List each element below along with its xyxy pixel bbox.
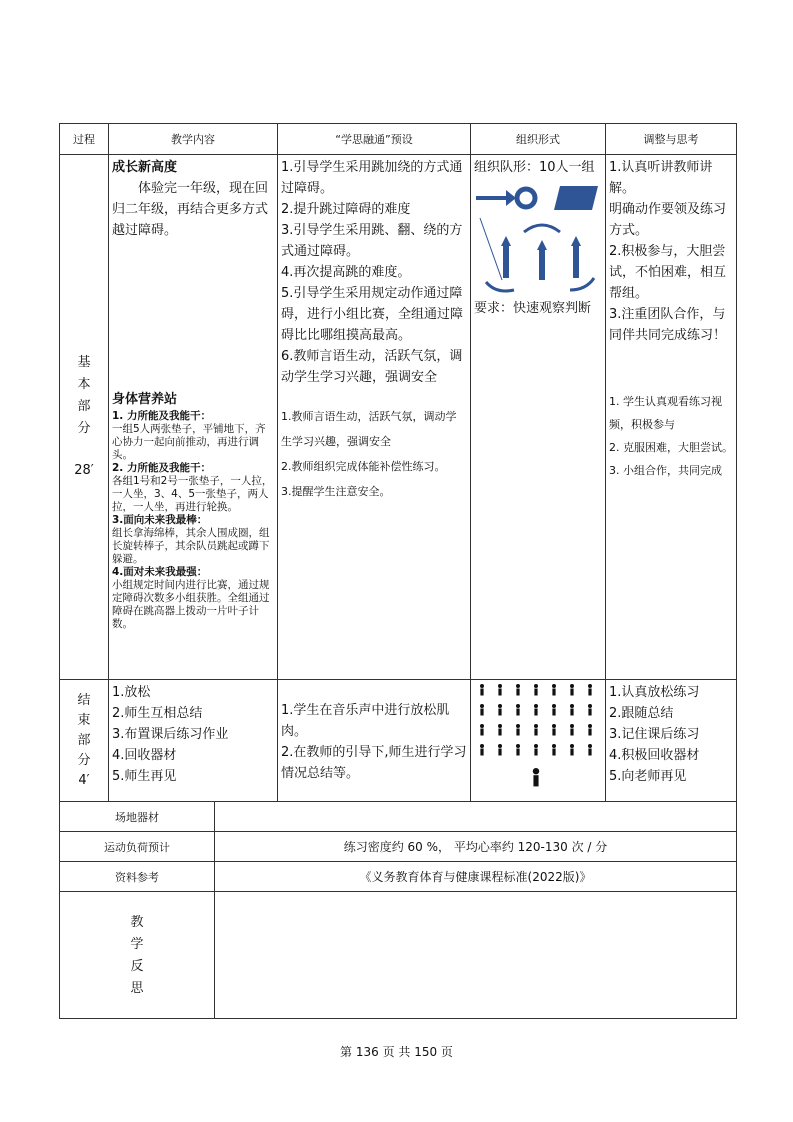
fitness-item-head: 1. 力所能及我能干： — [112, 410, 211, 422]
basic-time: 28′ — [74, 463, 94, 478]
student-figure-icon — [516, 744, 520, 756]
fitness-item-head: 4.面对未来我最强： — [112, 566, 208, 578]
ending-preset-cell — [278, 680, 471, 802]
ending-content-item: 2.师生互相总结 — [112, 706, 203, 721]
diagonal-line — [480, 218, 502, 280]
basic-stage-char: 基 — [77, 355, 91, 370]
basic-content-cell — [109, 155, 278, 680]
org-requirement: 要求：快速观察判断 — [474, 301, 592, 316]
reference-row — [60, 862, 737, 892]
reflection-row — [60, 892, 737, 1019]
student-figure-icon — [480, 744, 484, 756]
reflection-content-cell — [215, 892, 737, 1019]
student-figure-icon — [516, 684, 520, 696]
ending-content-item: 5.师生再见 — [112, 769, 177, 784]
header-preset: “学思融通”预设 — [278, 124, 471, 155]
curve-arc-top — [524, 225, 560, 232]
ending-stage-cell — [60, 680, 109, 802]
student-figure-icon — [516, 724, 520, 736]
student-figure-icon — [480, 724, 484, 736]
student-figure-icon — [588, 704, 592, 716]
teacher-figure-icon — [533, 768, 539, 786]
player-icon — [571, 236, 581, 278]
preset-item: 3.提醒学生注意安全。 — [281, 485, 391, 498]
load-value: 练习密度约 60 %， 平均心率约 120-130 次 / 分 — [215, 832, 737, 862]
basic-section-row — [60, 155, 737, 680]
fitness-title: 身体营养站 — [112, 392, 178, 407]
adjust-item: 3.注重团队合作，与同伴共同完成练习！ — [609, 307, 727, 343]
student-figure-icon — [588, 684, 592, 696]
adjust-item: 1. 学生认真观看练习视频，积极参与 — [609, 395, 722, 431]
adjust-bottom-list — [609, 390, 733, 482]
ending-content-cell — [109, 680, 278, 802]
ending-content-item: 4.回收器材 — [112, 748, 177, 763]
preset-bottom-list — [281, 404, 467, 504]
student-figure-icon — [480, 704, 484, 716]
student-figure-icon — [552, 704, 556, 716]
ending-adjust-item: 5.向老师再见 — [609, 769, 687, 784]
player-icon — [537, 240, 547, 280]
ending-preset-item: 2.在教师的引导下,师生进行学习情况总结等。 — [281, 745, 467, 781]
header-adjustment: 调整与思考 — [606, 124, 737, 155]
ending-section-row — [60, 680, 737, 802]
student-figure-icon — [570, 744, 574, 756]
arrow-right-icon — [476, 190, 516, 206]
header-organization: 组织形式 — [471, 124, 606, 155]
player-icon — [501, 236, 511, 278]
adjust-item: 2. 克服困难，大胆尝试。 — [609, 441, 733, 454]
student-figure-icon — [516, 704, 520, 716]
reflection-char: 反 — [130, 959, 144, 974]
student-figure-icon — [534, 704, 538, 716]
fitness-item-body: 各组1号和2号一张垫子，一人拉，一人坐，3、4、5一张垫子，两人拉，一人坐，再进行轮换。 — [112, 475, 273, 513]
preset-item: 3.引导学生采用跳、翻、绕的方式通过障碍。 — [281, 223, 463, 259]
preset-item: 4.再次提高跳的难度。 — [281, 265, 411, 280]
ending-time: 4′ — [78, 772, 90, 788]
reflection-label-cell — [60, 892, 215, 1019]
curve-arc-left — [486, 282, 514, 291]
basic-stage-cell — [60, 155, 109, 680]
basic-stage-char: 分 — [77, 421, 91, 436]
ending-content-item: 3.布置课后练习作业 — [112, 727, 229, 742]
load-label: 运动负荷预计 — [60, 832, 215, 862]
reference-value: 《义务教育体育与健康课程标准(2022版)》 — [215, 862, 737, 892]
ending-stage-char: 部 — [77, 732, 91, 748]
basic-adjustment-cell — [606, 155, 737, 680]
student-figure-icon — [570, 704, 574, 716]
content-title: 成长新高度 — [112, 160, 178, 175]
student-figure-icon — [570, 684, 574, 696]
fitness-item-head: 2. 力所能及我能干： — [112, 462, 211, 474]
student-figure-icon — [588, 744, 592, 756]
equipment-label: 场地器材 — [60, 802, 215, 832]
adjust-item: 明确动作要领及练习方式。 — [609, 202, 727, 238]
ending-adjust-item: 2.跟随总结 — [609, 706, 674, 721]
student-figure-icon — [552, 744, 556, 756]
basic-organization-cell — [471, 155, 606, 680]
reflection-char: 思 — [130, 981, 144, 996]
fitness-item-body: 小组规定时间内进行比赛，通过规定障碍次数多小组获胜。全组通过障碍在跳高器上拨动一片叶子计数。 — [112, 579, 270, 630]
ending-stage-char: 束 — [77, 712, 91, 728]
ending-content-item: 1.放松 — [112, 685, 151, 700]
basic-stage-char: 部 — [77, 399, 91, 414]
header-process: 过程 — [60, 124, 109, 155]
preset-item: 1.引导学生采用跳加绕的方式通过障碍。 — [281, 160, 463, 196]
student-figure-icon — [552, 684, 556, 696]
reflection-char: 教 — [130, 915, 144, 930]
preset-item: 2.提升跳过障碍的难度 — [281, 202, 411, 217]
fitness-item-head: 3.面向未来我最棒： — [112, 514, 208, 526]
ending-adjust-item: 3.记住课后练习 — [609, 727, 700, 742]
curve-arc-right — [570, 278, 594, 290]
student-figure-icon — [498, 744, 502, 756]
ending-adjustment-cell — [606, 680, 737, 802]
basic-preset-cell — [278, 155, 471, 680]
student-figure-icon — [534, 724, 538, 736]
student-figure-icon — [498, 724, 502, 736]
fitness-item-body: 组长拿海绵棒，其余人围成圈，组长旋转棒子，其余队员跳起或蹲下躲避。 — [112, 527, 270, 565]
student-figure-icon — [534, 744, 538, 756]
student-figure-icon — [498, 704, 502, 716]
equipment-row — [60, 802, 737, 832]
student-figure-icon — [570, 724, 574, 736]
load-row — [60, 832, 737, 862]
student-figure-icon — [498, 684, 502, 696]
adjust-item: 3. 小组合作，共同完成 — [609, 464, 722, 477]
page-footer: 第 136 页 共 150 页 — [340, 1045, 453, 1059]
preset-item: 2.教师组织完成体能补偿性练习。 — [281, 460, 446, 473]
mat-icon — [554, 186, 598, 210]
student-figure-icon — [552, 724, 556, 736]
ending-stage-char: 结 — [77, 692, 91, 708]
resources-table — [59, 801, 737, 1019]
ending-organization-cell — [471, 680, 606, 802]
content-intro: 体验完一年级，现在回归二年级，再结合更多方式越过障碍。 — [112, 181, 269, 238]
preset-item: 6.教师言语生动，活跃气氛，调动学生学习兴趣，强调安全 — [281, 349, 463, 385]
preset-item: 5.引导学生采用规定动作通过障碍，进行小组比赛，全组通过障碍比比哪组摸高最高。 — [281, 286, 464, 343]
header-content: 教学内容 — [109, 124, 278, 155]
preset-item: 1.教师言语生动，活跃气氛，调动学生学习兴趣，强调安全 — [281, 410, 457, 448]
ending-adjust-item: 1.认真放松练习 — [609, 685, 700, 700]
lesson-plan-table — [59, 123, 737, 802]
basic-stage-char: 本 — [77, 377, 91, 392]
ending-formation-diagram — [474, 682, 602, 798]
hoop-icon — [517, 189, 535, 207]
student-figure-icon — [534, 684, 538, 696]
equipment-value — [215, 802, 737, 832]
ending-stage-char: 分 — [77, 752, 91, 768]
student-figure-icon — [588, 724, 592, 736]
fitness-item-body: 一组5人两张垫子，平铺地下，齐心协力一起向前推动，再进行调头。 — [112, 423, 266, 461]
ending-preset-item: 1.学生在音乐声中进行放松肌肉。 — [281, 703, 450, 739]
formation-diagram — [474, 178, 602, 298]
reference-label: 资料参考 — [60, 862, 215, 892]
adjust-item: 1.认真听讲教师讲解。 — [609, 160, 713, 196]
reflection-char: 学 — [130, 937, 144, 952]
student-figure-icon — [480, 684, 484, 696]
ending-adjust-item: 4.积极回收器材 — [609, 748, 700, 763]
header-row — [60, 124, 737, 155]
org-formation: 组织队形：10人一组 — [474, 160, 595, 175]
adjust-item: 2.积极参与，大胆尝试，不怕困难，相互帮组。 — [609, 244, 727, 301]
fitness-list — [112, 410, 274, 631]
